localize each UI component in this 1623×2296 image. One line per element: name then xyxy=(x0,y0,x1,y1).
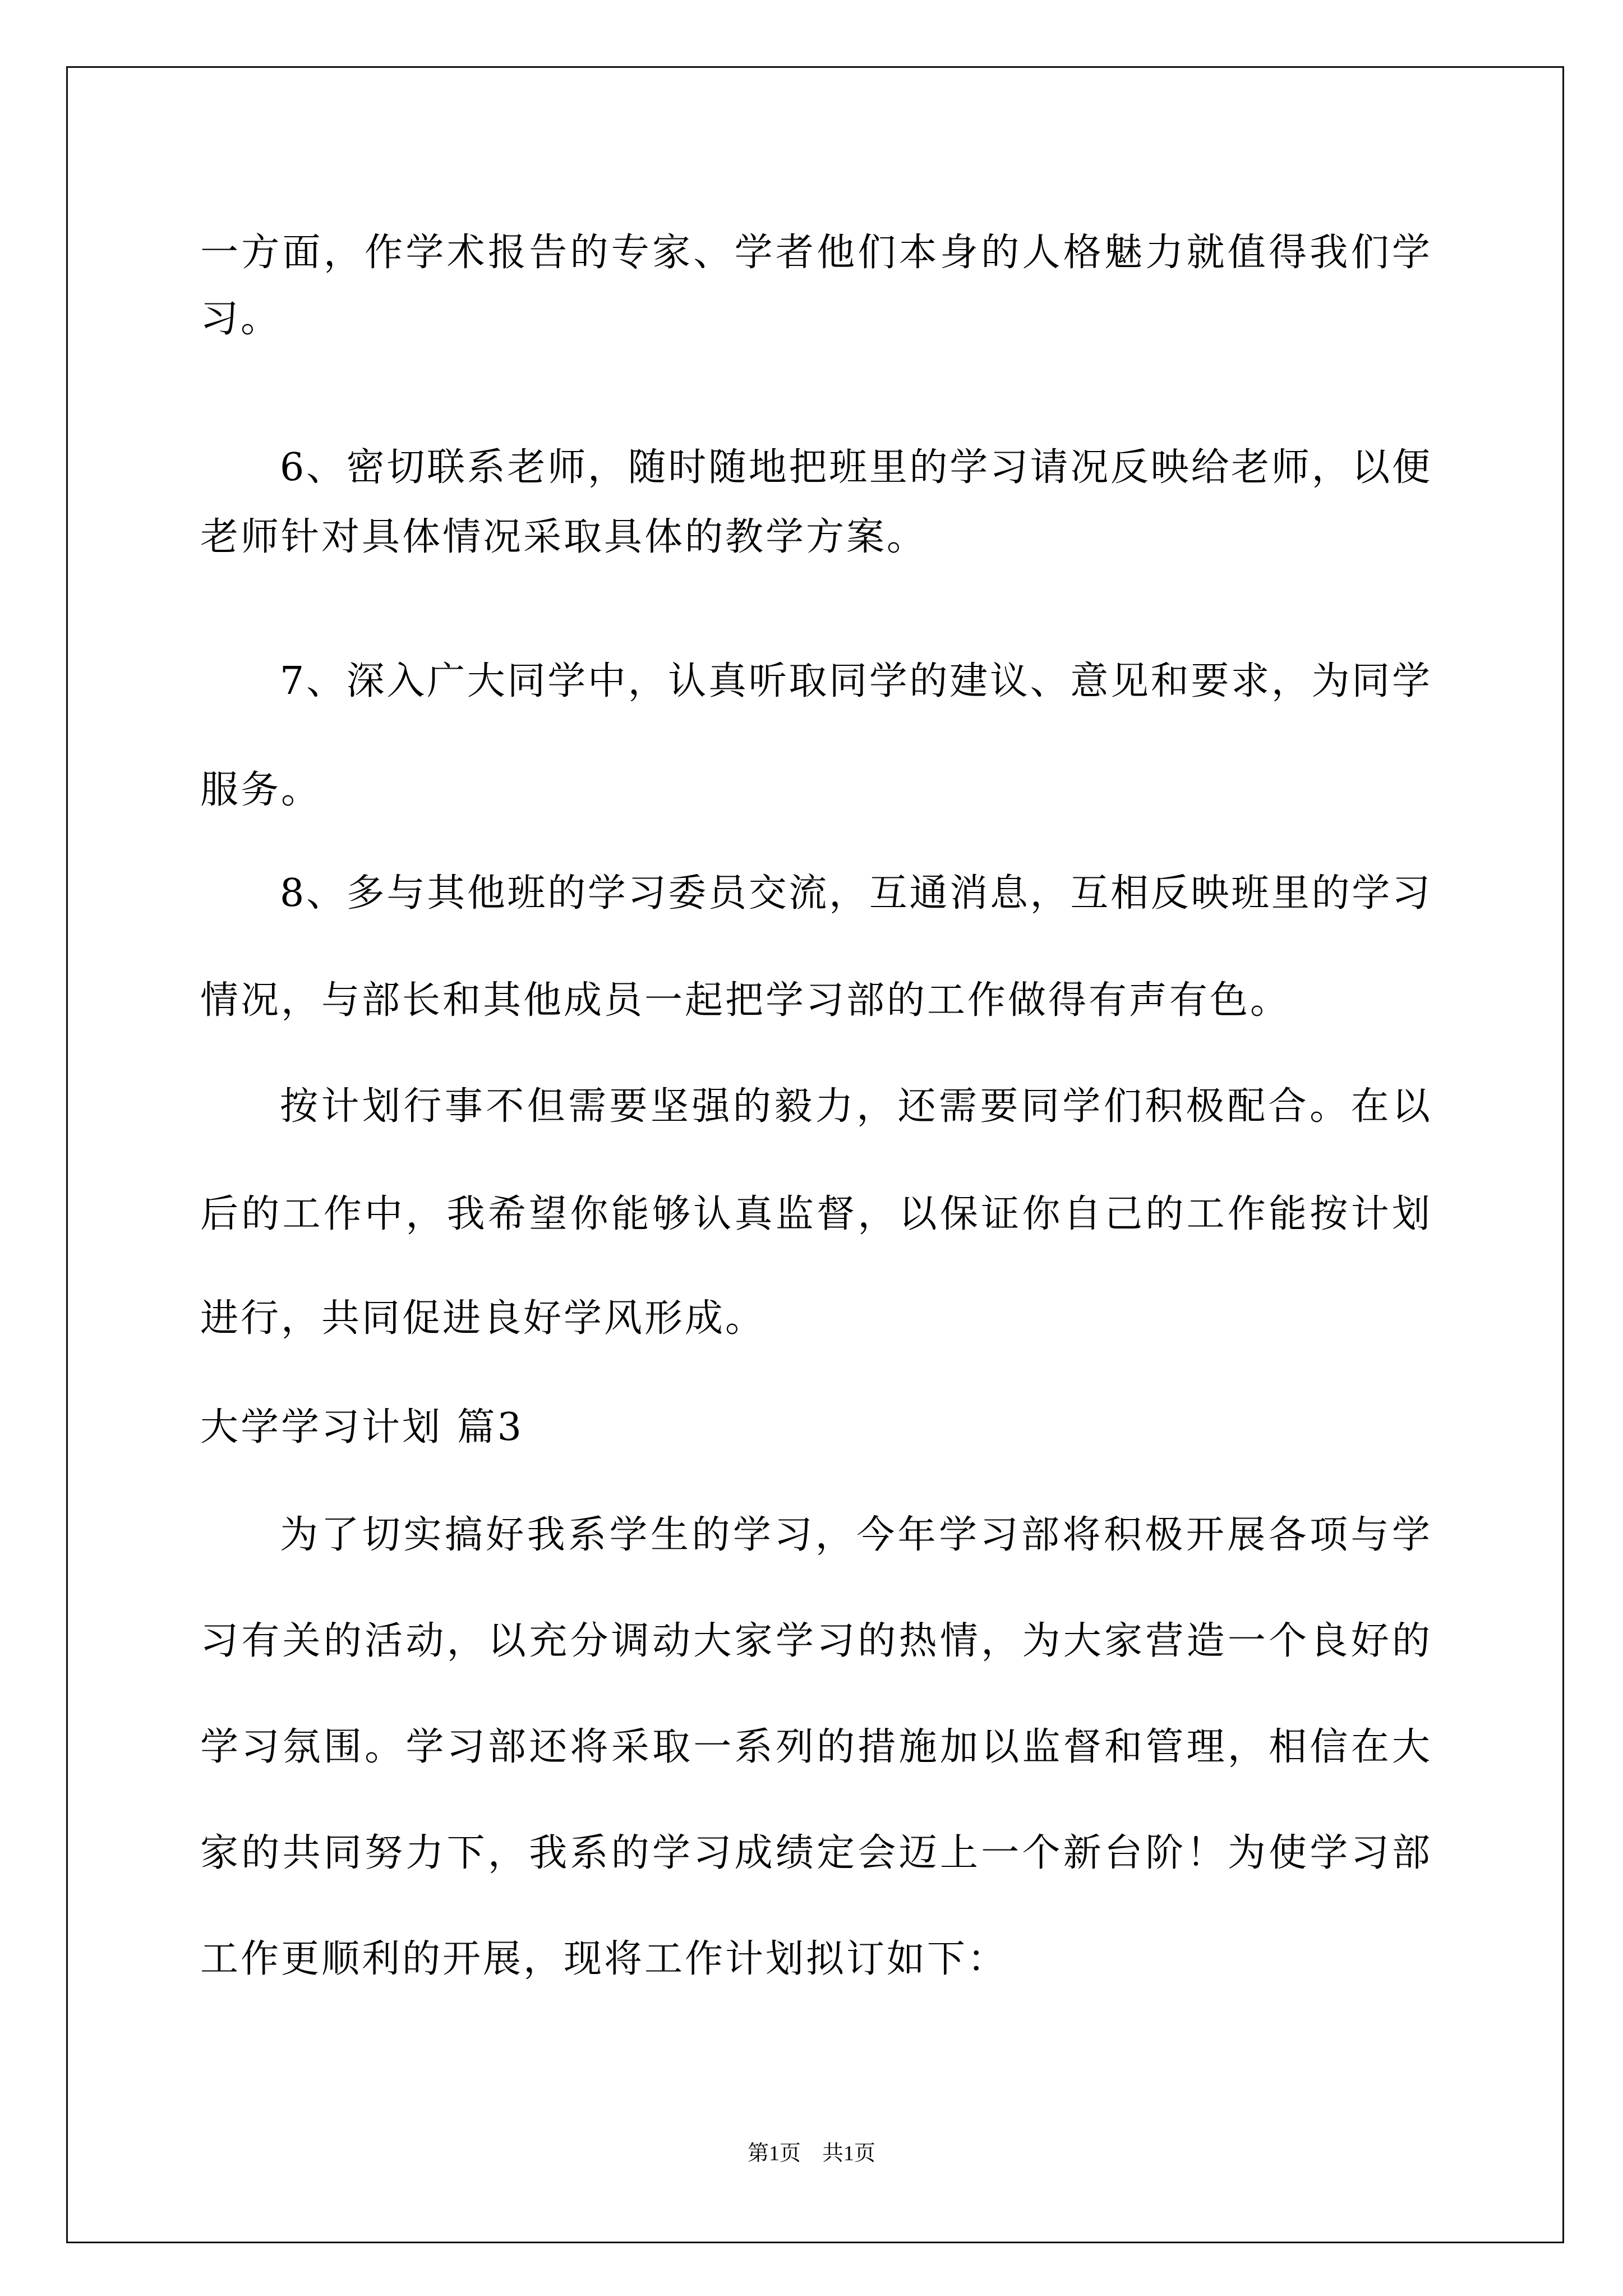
text-line: 服务。 xyxy=(200,768,322,812)
text-line: 8、多与其他班的学习委员交流，互通消息，互相反映班里的学习 xyxy=(280,871,1430,915)
text-line: 习。 xyxy=(200,297,282,341)
text-line: 按计划行事不但需要坚强的毅力，还需要同学们积极配合。在以 xyxy=(280,1084,1430,1129)
text-line: 情况，与部长和其他成员一起把学习部的工作做得有声有色。 xyxy=(200,978,1291,1023)
text-line: 进行，共同促进良好学风形成。 xyxy=(200,1296,766,1341)
text-line: 6、密切联系老师，随时随地把班里的学习请况反映给老师，以便 xyxy=(280,445,1430,490)
section-heading: 大学学习计划 篇3 xyxy=(200,1405,524,1450)
text-line: 学习氛围。学习部还将采取一系列的措施加以监督和管理，相信在大 xyxy=(200,1725,1430,1769)
page-footer: 第1页 共1页 xyxy=(747,2142,875,2165)
text-line: 家的共同努力下，我系的学习成绩定会迈上一个新台阶！为使学习部 xyxy=(200,1831,1430,1875)
text-line: 习有关的活动，以充分调动大家学习的热情，为大家营造一个良好的 xyxy=(200,1619,1430,1663)
text-line: 后的工作中，我希望你能够认真监督，以保证你自己的工作能按计划 xyxy=(200,1192,1430,1236)
text-line: 7、深入广大同学中，认真听取同学的建议、意见和要求，为同学 xyxy=(280,659,1430,703)
text-line: 为了切实搞好我系学生的学习，今年学习部将积极开展各项与学 xyxy=(280,1513,1430,1557)
text-line: 老师针对具体情况采取具体的教学方案。 xyxy=(200,515,928,559)
page-border xyxy=(66,66,1564,2243)
text-line: 一方面，作学术报告的专家、学者他们本身的人格魅力就值得我们学 xyxy=(200,231,1430,275)
text-line: 工作更顺利的开展，现将工作计划拟订如下： xyxy=(200,1937,1008,1981)
